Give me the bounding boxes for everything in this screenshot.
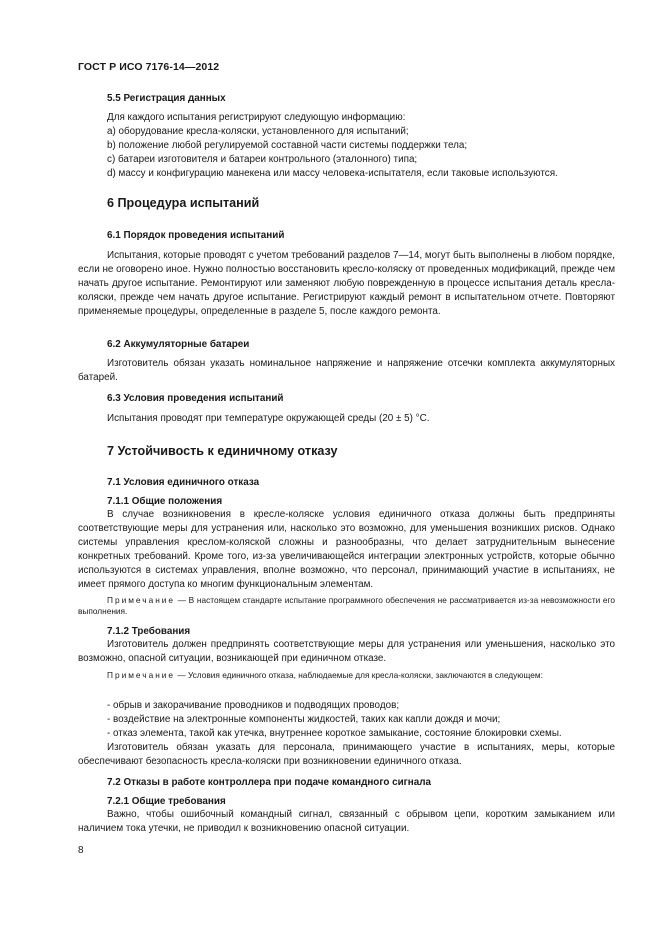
s55-line-4: d) массу и конфигурацию манекена или массу человека-испытателя, если таковые используются. — [107, 167, 558, 179]
section-6-3-body — [78, 412, 615, 426]
s63-text: Испытания проводят при температуре окружающей среды (20 ± 5) °С. — [107, 413, 430, 424]
page-number: 8 — [78, 845, 84, 856]
s721-text: Важно, чтобы ошибочный командный сигнал, связанный с обрывом цепи, коротким замыканием или наличием тока утечки, не приводил к возникновению опасной ситуации. — [78, 809, 615, 834]
s55-line-2: b) положение любой регулируемой составной части системы поддержки тела; — [107, 139, 468, 151]
s712-text2: Изготовитель обязан указать для персонала, принимающего участие в испытаниях, меры, которые обеспечивают безопасность кресла-коляски при возникновении единичного отказа. — [78, 741, 615, 767]
note-1-label: Примечание — [107, 595, 176, 605]
s711-text: В случае возникновения в кресле-коляске условия единичного отказа должны быть предприняты соответствующие меры для устранения или, насколько это возможно, для уменьшения возникших рисков. Однако системы управления креслом-коляской сложны и разнообразны, что делает затруднительным вынесение конкретных требований. Кроме того, из-за увеличивающейся интеграции электронных устройств, которые обычно используются в системах управления, вполне возможно, что персонал, принимающий участие в испытаниях, не имеет прямого доступа ко многим функциональным элементам. — [78, 509, 615, 590]
section-7-1-1-title: 7.1.1 Общие положения — [107, 496, 223, 507]
failure-list — [78, 699, 615, 769]
note-2-paragraph — [78, 670, 615, 681]
section-7-2-1-body — [78, 808, 615, 836]
section-7-2-1-title: 7.2.1 Общие требования — [107, 796, 226, 807]
section-7-1-2-title: 7.1.2 Требования — [107, 626, 191, 637]
section-6-2-title: 6.2 Аккумуляторные батареи — [107, 339, 250, 350]
section-6-1-body — [78, 249, 615, 319]
list-item: - обрыв и закорачивание проводников и подводящих проводов; — [107, 700, 400, 711]
note-1-paragraph — [78, 595, 615, 618]
note-1 — [78, 595, 615, 618]
note-2-label: Примечание — [107, 670, 176, 680]
document-header: ГОСТ Р ИСО 7176-14—2012 — [78, 61, 220, 73]
section-6-2-body — [78, 357, 615, 385]
s61-text: Испытания, которые проводят с учетом требований разделов 7—14, могут быть выполнены в любом порядке, если не оговорено иное. Нужно полностью восстановить кресло-коляску от проведенных модификаций, прежде чем начать другое испытание. Ремонтируют или заменяют любую поврежденную в процессе испытания деталь кресла-коляски, прежде чем начать другое испытание. Регистрируют каждый ремонт в испытательном отчете. Повторяют применяемые процедуры, определенные в разделе 5, после каждого ремонта. — [78, 250, 615, 317]
section-7-2-title: 7.2 Отказы в работе контроллера при подаче командного сигнала — [107, 777, 431, 788]
list-item: - воздействие на электронные компоненты жидкостей, таких как капли дождя и мочи; — [107, 713, 501, 725]
section-5-5-title: 5.5 Регистрация данных — [107, 93, 226, 104]
s55-line-0: Для каждого испытания регистрируют следующую информацию: — [107, 112, 406, 123]
section-6-3-title: 6.3 Условия проведения испытаний — [107, 393, 284, 404]
s62-text: Изготовитель обязан указать номинальное напряжение и напряжение отсечки комплекта аккумуляторных батарей. — [78, 358, 615, 383]
section-5-5-body — [78, 111, 615, 181]
s712-text: Изготовитель должен предпринять соответствующие меры для устранения или уменьшения, насколько это возможно, опасной ситуации, возникающей при единичном отказе. — [78, 639, 615, 664]
note-1-text: — В настоящем стандарте испытание программного обеспечения не рассматривается из-за невозможности его выполнения. — [78, 595, 615, 617]
list-item: - отказ элемента, такой как утечка, внутреннее короткое замыкание, состояние блокировки схемы. — [107, 727, 562, 739]
section-7-1-1-body — [78, 508, 615, 591]
section-6-1-title: 6.1 Порядок проведения испытаний — [107, 230, 285, 241]
note-2 — [78, 670, 615, 681]
note-2-text: — Условия единичного отказа, наблюдаемые для кресла-коляски, заключаются в следующем: — [175, 670, 543, 680]
section-7-1-title: 7.1 Условия единичного отказа — [107, 477, 260, 488]
section-6-title: 6 Процедура испытаний — [107, 196, 260, 210]
s55-line-3: c) батареи изготовителя и батареи контрольного (эталонного) типа; — [107, 153, 418, 165]
section-7-1-2-body — [78, 638, 615, 666]
section-7-title: 7 Устойчивость к единичному отказу — [107, 444, 338, 458]
s55-line-1: a) оборудование кресла-коляски, установленного для испытаний; — [107, 125, 409, 137]
